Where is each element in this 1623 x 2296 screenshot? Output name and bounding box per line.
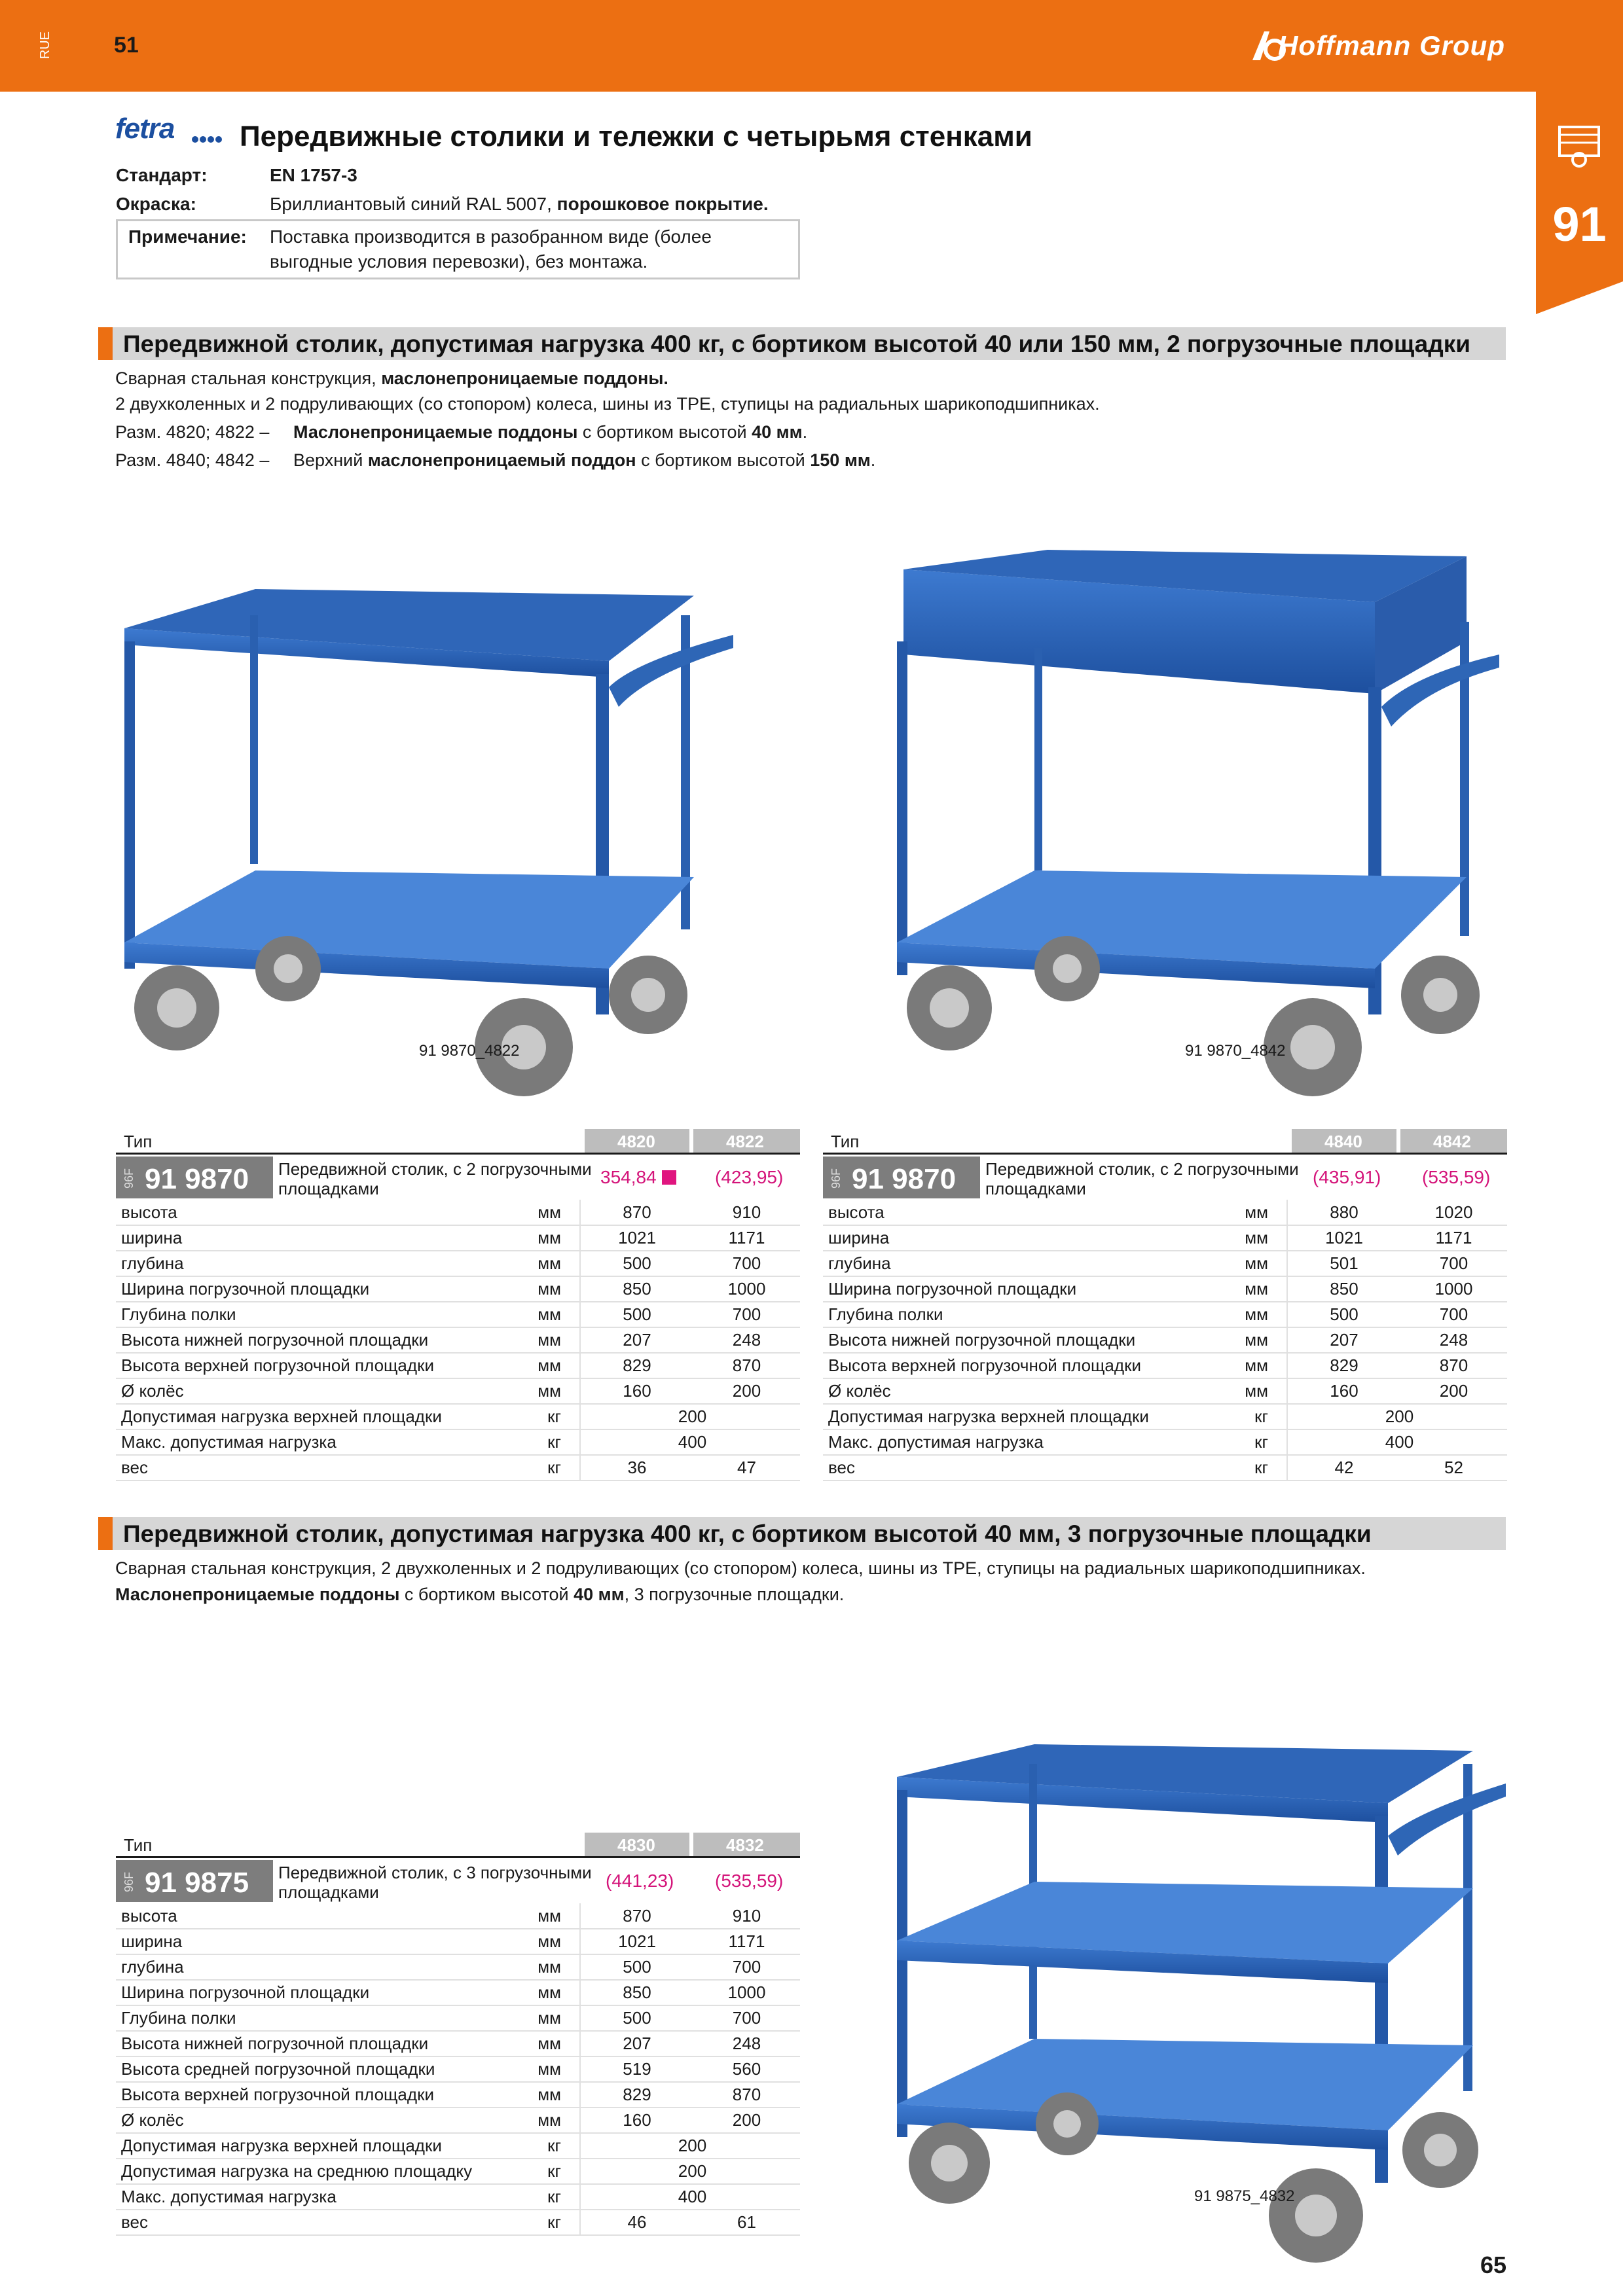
row-value-2: 700 — [732, 2008, 761, 2028]
spec-table-9875 — [116, 1833, 800, 2251]
price-4820-value: 354,84 — [600, 1167, 657, 1187]
row-label: Ширина погрузочной площадки — [121, 1982, 370, 2002]
s1-l3-text: с бортиком высотой — [577, 422, 752, 442]
row-unit: мм — [538, 2034, 561, 2053]
row-value-1: 500 — [623, 1957, 651, 1977]
row-value-1: 207 — [1330, 1330, 1359, 1350]
row-label: высота — [828, 1202, 884, 1222]
product-desc-1: Передвижной столик, с 2 погрузочными — [278, 1159, 592, 1179]
row-unit: кг — [547, 2187, 561, 2206]
table-row — [116, 1200, 800, 1226]
row-unit: мм — [538, 1304, 561, 1324]
row-unit: кг — [547, 1432, 561, 1452]
s1-l3-size: 40 мм — [752, 422, 803, 442]
table-row — [116, 2210, 800, 2236]
price-4840: (435,91) — [1313, 1167, 1381, 1187]
row-value-2: 1171 — [1435, 1228, 1472, 1247]
row-unit: мм — [538, 2059, 561, 2079]
row-value-1: 36 — [627, 1458, 647, 1477]
row-value-2: 61 — [737, 2212, 756, 2232]
table-row — [116, 1353, 800, 1379]
row-unit: кг — [1254, 1407, 1268, 1426]
table-row — [116, 2005, 800, 2032]
product-code: 91 9875 — [145, 1867, 249, 1899]
table-row — [116, 2082, 800, 2108]
s2-l2-text: с бортиком высотой — [399, 1585, 574, 1604]
row-value-2: 248 — [732, 1330, 761, 1350]
row-label: глубина — [828, 1253, 891, 1273]
row-value-1: 829 — [623, 1355, 651, 1375]
row-label: Допустимая нагрузка верхней площадки — [121, 1407, 442, 1426]
table-row — [116, 2056, 800, 2083]
row-unit: мм — [538, 1957, 561, 1977]
table-row — [823, 1302, 1507, 1328]
row-value-1: 850 — [1330, 1279, 1359, 1299]
fetra-logo — [115, 113, 223, 149]
row-value-1: 500 — [623, 2008, 651, 2028]
row-label: Ширина погрузочной площадки — [828, 1279, 1077, 1299]
row-label: Высота нижней погрузочной площадки — [828, 1330, 1136, 1350]
section-1-line-2: 2 двухколенных и 2 подруливающих (со стопором) колеса, шины из TPE, ступицы на радиальных шарикоподшипниках. — [115, 394, 1100, 414]
row-label: Ø колёс — [121, 1381, 184, 1401]
row-value-2: 870 — [1439, 1355, 1468, 1375]
row-unit: мм — [538, 1355, 561, 1375]
row-unit: кг — [547, 2161, 561, 2181]
table-row — [823, 1327, 1507, 1354]
cart-image-4822 — [111, 576, 740, 1113]
row-label: глубина — [121, 1253, 184, 1273]
row-value-2: 1171 — [728, 1228, 765, 1247]
row-label: Допустимая нагрузка верхней площадки — [828, 1407, 1149, 1426]
image-1-caption: 91 9870_4822 — [419, 1042, 520, 1060]
col-header-2 — [693, 1129, 800, 1153]
paint-value — [270, 194, 769, 215]
row-label: Макс. допустимая нагрузка — [121, 1432, 337, 1452]
row-label: Глубина полки — [121, 2008, 236, 2028]
table-row — [823, 1429, 1507, 1456]
price-4842: (535,59) — [1422, 1167, 1491, 1187]
product-code-cell — [116, 1860, 273, 1902]
row-unit: кг — [1254, 1458, 1268, 1477]
product-desc-2: площадками — [985, 1179, 1086, 1198]
row-value-2: 1000 — [1434, 1279, 1473, 1299]
table-row — [116, 1302, 800, 1328]
row-value-1: 829 — [1330, 1355, 1359, 1375]
row-unit: мм — [1245, 1279, 1268, 1299]
row-unit: мм — [538, 2008, 561, 2028]
row-value-2: 1171 — [728, 1931, 765, 1951]
row-value-2: 700 — [1439, 1304, 1468, 1324]
row-value-2: 700 — [1439, 1253, 1468, 1273]
row-value: 200 — [1385, 1407, 1414, 1426]
column-divider — [1286, 1200, 1288, 1480]
section-marker — [98, 1517, 113, 1550]
table-row — [823, 1455, 1507, 1481]
language-code: RUE — [38, 31, 52, 60]
row-unit: мм — [1245, 1304, 1268, 1324]
note-line-1: Поставка производится в разобранном виде (более — [270, 226, 712, 247]
standard-value: EN 1757-3 — [270, 165, 357, 185]
row-value-2: 910 — [732, 1906, 761, 1926]
note-label: Примечание: — [128, 226, 247, 247]
row-unit: кг — [547, 1407, 561, 1426]
section-1-line-1 — [115, 368, 668, 389]
note-line-2: выгодные условия перевозки), без монтажа. — [270, 251, 648, 272]
row-value-1: 500 — [1330, 1304, 1359, 1324]
row-value-2: 47 — [737, 1458, 756, 1477]
row-unit: мм — [538, 1279, 561, 1299]
row-value-1: 1021 — [1325, 1228, 1363, 1247]
s1-l4-size: 150 мм — [810, 450, 871, 470]
row-unit: мм — [538, 1381, 561, 1401]
row-label: Высота нижней погрузочной площадки — [121, 2034, 429, 2053]
price-4820 — [600, 1167, 676, 1188]
table-row — [823, 1353, 1507, 1379]
table-row — [116, 1404, 800, 1430]
table-row — [116, 2133, 800, 2159]
row-label: Макс. допустимая нагрузка — [828, 1432, 1044, 1452]
row-value-1: 1021 — [618, 1931, 656, 1951]
col-4840: 4840 — [1324, 1132, 1362, 1151]
row-value-2: 1020 — [1434, 1202, 1473, 1222]
row-value: 200 — [678, 1407, 707, 1426]
product-desc-1: Передвижной столик, с 2 погрузочными — [985, 1159, 1299, 1179]
paint-value-bold: порошковое покрытие. — [556, 194, 769, 214]
s1-l4-end: . — [870, 450, 876, 470]
col-header-1 — [585, 1129, 689, 1153]
section-2-line-2 — [115, 1585, 844, 1605]
col-header-1 — [585, 1833, 689, 1856]
table-row — [823, 1276, 1507, 1302]
row-value-2: 870 — [732, 2085, 761, 2104]
table-row — [116, 1903, 800, 1929]
row-value-1: 500 — [623, 1304, 651, 1324]
row-value-2: 200 — [1439, 1381, 1468, 1401]
table-row — [116, 2031, 800, 2057]
column-divider — [579, 1200, 581, 1480]
header-line — [823, 1153, 1507, 1155]
row-unit: кг — [547, 1458, 561, 1477]
code-prefix: 96F — [122, 1168, 136, 1189]
row-value-2: 700 — [732, 1957, 761, 1977]
row-value: 200 — [678, 2161, 707, 2181]
row-unit: мм — [1245, 1381, 1268, 1401]
row-unit: мм — [538, 1228, 561, 1247]
row-value-2: 700 — [732, 1304, 761, 1324]
header-line — [116, 1153, 800, 1155]
row-value: 400 — [1385, 1432, 1414, 1452]
row-value-1: 829 — [623, 2085, 651, 2104]
table-row — [823, 1225, 1507, 1251]
col-header-2 — [1400, 1129, 1507, 1153]
row-unit: мм — [538, 1330, 561, 1350]
s1-l1-bold: маслонепроницаемые поддоны. — [381, 368, 668, 388]
row-label: Глубина полки — [121, 1304, 236, 1324]
code-prefix: 96F — [122, 1872, 136, 1893]
row-label: Ø колёс — [121, 2110, 184, 2130]
product-desc-1: Передвижной столик, с 3 погрузочными — [278, 1863, 592, 1882]
product-code-cell — [116, 1157, 273, 1198]
row-value: 400 — [678, 1432, 707, 1452]
table-row — [823, 1378, 1507, 1405]
row-label: вес — [828, 1458, 855, 1477]
paint-value-text: Бриллиантовый синий RAL 5007, — [270, 194, 557, 214]
header-line — [116, 1856, 800, 1858]
row-label: Высота верхней погрузочной площадки — [828, 1355, 1141, 1375]
price-4832: (535,59) — [715, 1871, 784, 1891]
col-4820: 4820 — [617, 1132, 655, 1151]
s2-l2-end: , 3 погрузочные площадки. — [624, 1585, 845, 1604]
note-box — [116, 219, 800, 279]
row-label: высота — [121, 1906, 177, 1926]
column-divider — [579, 1903, 581, 2235]
row-unit: мм — [538, 1931, 561, 1951]
row-value-2: 52 — [1444, 1458, 1463, 1477]
spec-table-9870-4840 — [823, 1129, 1507, 1489]
row-unit: мм — [538, 1982, 561, 2002]
row-value: 200 — [678, 2136, 707, 2155]
row-value-1: 207 — [623, 1330, 651, 1350]
row-value-1: 519 — [623, 2059, 651, 2079]
type-label: Тип — [124, 1132, 153, 1151]
col-4832: 4832 — [726, 1835, 764, 1855]
row-value-2: 200 — [732, 1381, 761, 1401]
row-unit: кг — [547, 2136, 561, 2155]
row-unit: мм — [1245, 1228, 1268, 1247]
s2-l2-size: 40 мм — [574, 1585, 625, 1604]
row-value-2: 910 — [732, 1202, 761, 1222]
section-1-heading — [98, 327, 1506, 360]
row-label: Допустимая нагрузка на среднюю площадку — [121, 2161, 473, 2181]
row-label: ширина — [121, 1931, 183, 1951]
col-header-2 — [693, 1833, 800, 1856]
product-desc-2: площадками — [278, 1179, 379, 1198]
section-marker — [98, 327, 113, 360]
table-row — [116, 1276, 800, 1302]
page-number: 65 — [1480, 2251, 1506, 2278]
row-value: 400 — [678, 2187, 707, 2206]
row-unit: мм — [538, 1202, 561, 1222]
section-page-number: 51 — [114, 33, 139, 58]
row-value-1: 160 — [623, 1381, 651, 1401]
row-unit: мм — [538, 1906, 561, 1926]
table-row — [116, 1225, 800, 1251]
s1-l3-end: . — [802, 422, 808, 442]
col-4822: 4822 — [726, 1132, 764, 1151]
table-row — [116, 1929, 800, 1955]
row-value-2: 1000 — [727, 1279, 766, 1299]
price-4830: (441,23) — [606, 1871, 674, 1891]
row-label: высота — [121, 1202, 177, 1222]
row-value-2: 248 — [732, 2034, 761, 2053]
row-unit: мм — [1245, 1330, 1268, 1350]
table-row — [823, 1251, 1507, 1277]
col-4842: 4842 — [1433, 1132, 1471, 1151]
row-value-1: 160 — [623, 2110, 651, 2130]
row-unit: мм — [1245, 1253, 1268, 1273]
row-unit: мм — [538, 2110, 561, 2130]
table-row — [116, 1327, 800, 1354]
col-header-1 — [1292, 1129, 1396, 1153]
chapter-number: 91 — [1552, 197, 1607, 251]
row-label: ширина — [121, 1228, 183, 1247]
row-value-1: 501 — [1330, 1253, 1359, 1273]
section-1-line-3-label: Разм. 4820; 4822 – — [115, 422, 270, 442]
row-value-1: 850 — [623, 1279, 651, 1299]
row-unit: кг — [1254, 1432, 1268, 1452]
paint-label: Окраска: — [116, 194, 196, 214]
row-value-2: 700 — [732, 1253, 761, 1273]
s1-l4-text: Верхний — [293, 450, 368, 470]
row-unit: мм — [1245, 1355, 1268, 1375]
section-1-title: Передвижной столик, допустимая нагрузка 400 кг, с бортиком высотой 40 или 150 мм, 2 погрузочные площадки — [123, 331, 1470, 357]
row-value-2: 1000 — [727, 1982, 766, 2002]
table-row — [116, 2108, 800, 2134]
table-row — [116, 1455, 800, 1481]
table-row — [116, 1429, 800, 1456]
row-value-1: 42 — [1334, 1458, 1354, 1477]
fetra-dots-icon — [191, 135, 224, 144]
row-label: ширина — [828, 1228, 890, 1247]
table-row — [116, 1378, 800, 1405]
section-2-line-1: Сварная стальная конструкция, 2 двухколенных и 2 подруливающих (со стопором) колеса, шины из TPE, ступицы на радиальных шарикоподшипниках. — [115, 1558, 1366, 1578]
product-desc-2: площадками — [278, 1882, 379, 1902]
product-code-cell — [823, 1157, 980, 1198]
row-value-2: 248 — [1439, 1330, 1468, 1350]
row-unit: кг — [547, 2212, 561, 2232]
s1-l3-bold: Маслонепроницаемые поддоны — [293, 422, 578, 442]
table-row — [823, 1200, 1507, 1226]
cart-image-4842 — [877, 543, 1506, 1113]
table-row — [116, 1251, 800, 1277]
table-row — [116, 1980, 800, 2006]
row-label: Ø колёс — [828, 1381, 891, 1401]
s1-l4-text2: с бортиком высотой — [636, 450, 811, 470]
fetra-logo-text: fetra — [115, 113, 175, 145]
row-label: глубина — [121, 1957, 184, 1977]
row-label: Высота верхней погрузочной площадки — [121, 2085, 434, 2104]
s1-l1-text: Сварная стальная конструкция, — [115, 368, 382, 388]
row-label: вес — [121, 1458, 148, 1477]
row-value-2: 200 — [732, 2110, 761, 2130]
row-value-1: 46 — [627, 2212, 647, 2232]
type-label: Тип — [124, 1835, 153, 1855]
table-row — [116, 2159, 800, 2185]
page-title: Передвижные столики и тележки с четырьмя стенками — [240, 120, 1032, 152]
row-value-2: 560 — [732, 2059, 761, 2079]
table-row — [116, 2184, 800, 2210]
type-label: Тип — [831, 1132, 860, 1151]
row-label: Ширина погрузочной площадки — [121, 1279, 370, 1299]
row-label: Высота средней погрузочной площадки — [121, 2059, 435, 2079]
table-row — [116, 1954, 800, 1981]
row-value-1: 160 — [1330, 1381, 1359, 1401]
section-2-heading — [98, 1517, 1506, 1550]
section-1-line-4 — [293, 450, 875, 471]
row-label: Высота верхней погрузочной площадки — [121, 1355, 434, 1375]
col-4830: 4830 — [617, 1835, 655, 1855]
row-value-1: 870 — [623, 1906, 651, 1926]
table-row — [823, 1404, 1507, 1430]
image-2-caption: 91 9870_4842 — [1185, 1042, 1286, 1060]
row-unit: мм — [538, 2085, 561, 2104]
row-value-1: 1021 — [618, 1228, 656, 1247]
section-1-line-4-label: Разм. 4840; 4842 – — [115, 450, 270, 470]
code-prefix: 96F — [830, 1168, 843, 1189]
row-label: Высота нижней погрузочной площадки — [121, 1330, 429, 1350]
price-4822: (423,95) — [715, 1167, 784, 1187]
row-label: Глубина полки — [828, 1304, 943, 1324]
row-label: Макс. допустимая нагрузка — [121, 2187, 337, 2206]
section-1-line-3 — [293, 422, 807, 442]
price-marker-icon — [662, 1170, 676, 1185]
row-value-2: 870 — [732, 1355, 761, 1375]
row-unit: мм — [538, 1253, 561, 1273]
spec-table-9870-4820 — [116, 1129, 800, 1489]
standard-label: Стандарт: — [116, 165, 208, 185]
image-3-caption: 91 9875_4832 — [1194, 2187, 1295, 2205]
row-value-1: 870 — [623, 1202, 651, 1222]
brand-name: Hoffmann Group — [1278, 30, 1505, 61]
section-2-title: Передвижной столик, допустимая нагрузка 400 кг, с бортиком высотой 40 мм, 3 погрузочные площадки — [123, 1520, 1372, 1547]
row-value-1: 850 — [623, 1982, 651, 2002]
row-label: Допустимая нагрузка верхней площадки — [121, 2136, 442, 2155]
row-value-1: 500 — [623, 1253, 651, 1273]
s2-l2-bold: Маслонепроницаемые поддоны — [115, 1585, 400, 1604]
row-unit: мм — [1245, 1202, 1268, 1222]
row-label: вес — [121, 2212, 148, 2232]
row-value-1: 880 — [1330, 1202, 1359, 1222]
s1-l4-bold: маслонепроницаемый поддон — [367, 450, 636, 470]
product-code: 91 9870 — [145, 1163, 249, 1195]
row-value-1: 207 — [623, 2034, 651, 2053]
product-code: 91 9870 — [852, 1163, 957, 1195]
